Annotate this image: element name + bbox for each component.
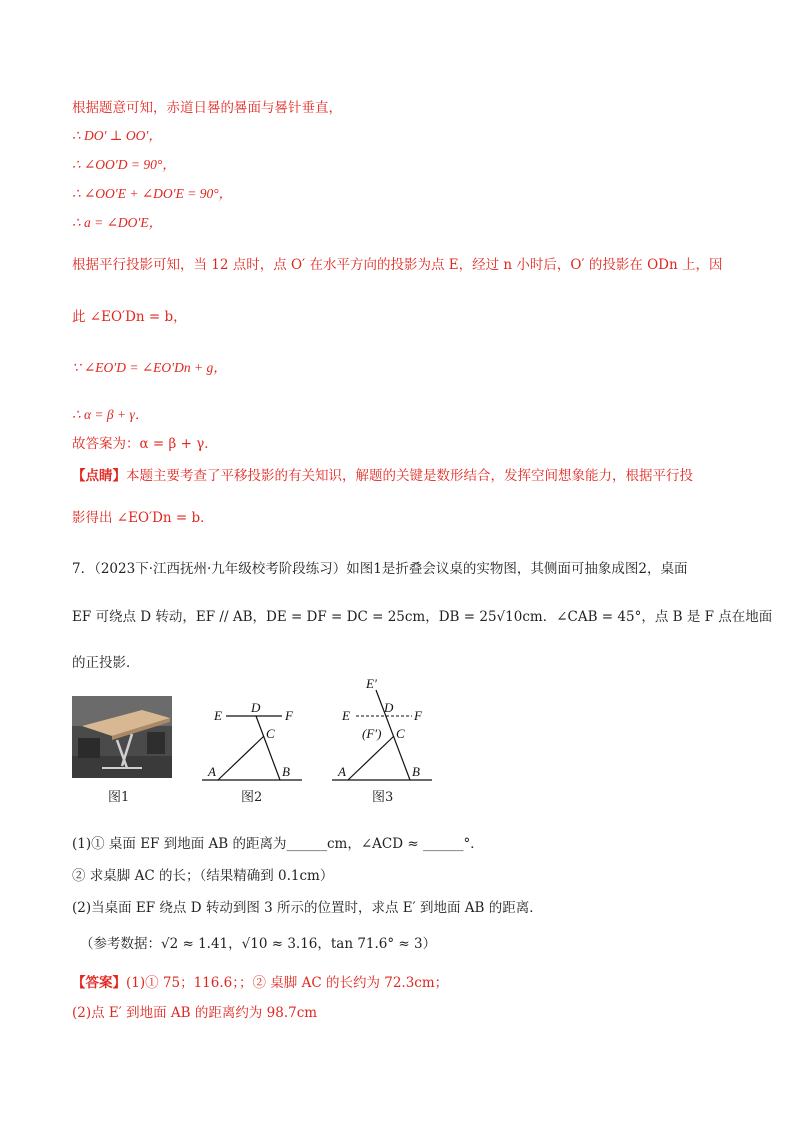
f2-label-D: D xyxy=(251,700,261,715)
solution-line-9: ∴ α = β + γ． xyxy=(72,407,149,422)
answer-line-1 xyxy=(72,973,448,993)
solution-line-10: 故答案为：α = β + γ． xyxy=(72,436,218,452)
f3-label-C: C xyxy=(396,726,405,741)
f3-label-Eprime: E′ xyxy=(366,676,377,691)
figure-2-caption: 图2 xyxy=(241,790,263,805)
f3-label-B: B xyxy=(412,764,420,779)
question-1b: ② 求桌脚 AC 的长；（结果精确到 0.1cm） xyxy=(72,868,334,884)
f2-label-A: A xyxy=(208,764,216,779)
problem-intro-3: 的正投影． xyxy=(72,655,140,671)
dianjing-paragraph xyxy=(72,466,693,486)
dianjing-tag: 【点睛】 xyxy=(72,468,126,484)
reference-data: （参考数据：√2 ≈ 1.41，√10 ≈ 3.16，tan 71.6° ≈ 3） xyxy=(80,936,437,952)
answer-line-2: (2)点 E′ 到地面 AB 的距离约为 98.7cm xyxy=(72,1005,318,1021)
problem-intro-2: EF 可绕点 D 转动，EF // AB，DE = DF = DC = 25cm，DB = 25√10cm．∠CAB = 45°，点 B 是 F 点在地面 xyxy=(72,609,773,625)
f2-label-E: E xyxy=(214,708,222,723)
solution-line-6: 根据平行投影可知，当 12 点时，点 O′ 在水平方向的投影为点 E，经过 n 小时后，O′ 的投影在 ODn 上，因 xyxy=(72,257,723,273)
dianjing-line-2: 影得出 ∠EO′Dn = b． xyxy=(72,510,214,526)
table-photo xyxy=(72,696,172,778)
f2-label-F: F xyxy=(285,708,293,723)
f3-label-D: D xyxy=(384,700,394,715)
figure-3-caption: 图3 xyxy=(372,790,394,805)
f3-label-A: A xyxy=(338,764,346,779)
question-1a: (1)① 桌面 EF 到地面 AB 的距离为______cm，∠ACD ≈ ______°． xyxy=(72,836,484,852)
solution-line-3: ∴ ∠OO′D = 90°， xyxy=(72,157,176,172)
f3-label-F: F xyxy=(414,708,422,723)
f2-label-B: B xyxy=(282,764,290,779)
question-2: (2)当桌面 EF 绕点 D 转动到图 3 所示的位置时，求点 E′ 到地面 AB 的距离． xyxy=(72,900,543,916)
dianjing-text: 本题主要考查了平移投影的有关知识，解题的关键是数形结合，发挥空间想象能力，根据平行投 xyxy=(126,468,693,484)
solution-line-8: ∵ ∠EO′D = ∠EO′Dn + g， xyxy=(72,360,227,375)
figure-1-caption: 图1 xyxy=(108,790,130,805)
solution-line-2: ∴ DO′ ⊥ OO′， xyxy=(72,128,162,143)
answer-part-1: (1)① 75；116.6；；② 桌脚 AC 的长约为 72.3cm； xyxy=(126,975,449,991)
solution-line-5: ∴ a = ∠DO′E， xyxy=(72,215,163,230)
f3-label-Fprime: (F′) xyxy=(362,726,382,741)
f3-label-E: E xyxy=(342,708,350,723)
figure-3-diagram xyxy=(328,674,438,786)
figure-2-diagram xyxy=(196,696,308,786)
solution-line-4: ∴ ∠OO′E + ∠DO′E = 90°， xyxy=(72,186,233,201)
answer-tag: 【答案】 xyxy=(72,975,126,991)
f2-label-C: C xyxy=(266,726,275,741)
solution-line-1: 根据题意可知，赤道日晷的晷面与晷针垂直， xyxy=(72,100,342,116)
problem-intro: 7．（2023下·江西抚州·九年级校考阶段练习）如图1是折叠会议桌的实物图，其侧面可抽象成图2，桌面 xyxy=(72,561,688,577)
solution-line-7: 此 ∠EO′Dn = b， xyxy=(72,309,187,325)
